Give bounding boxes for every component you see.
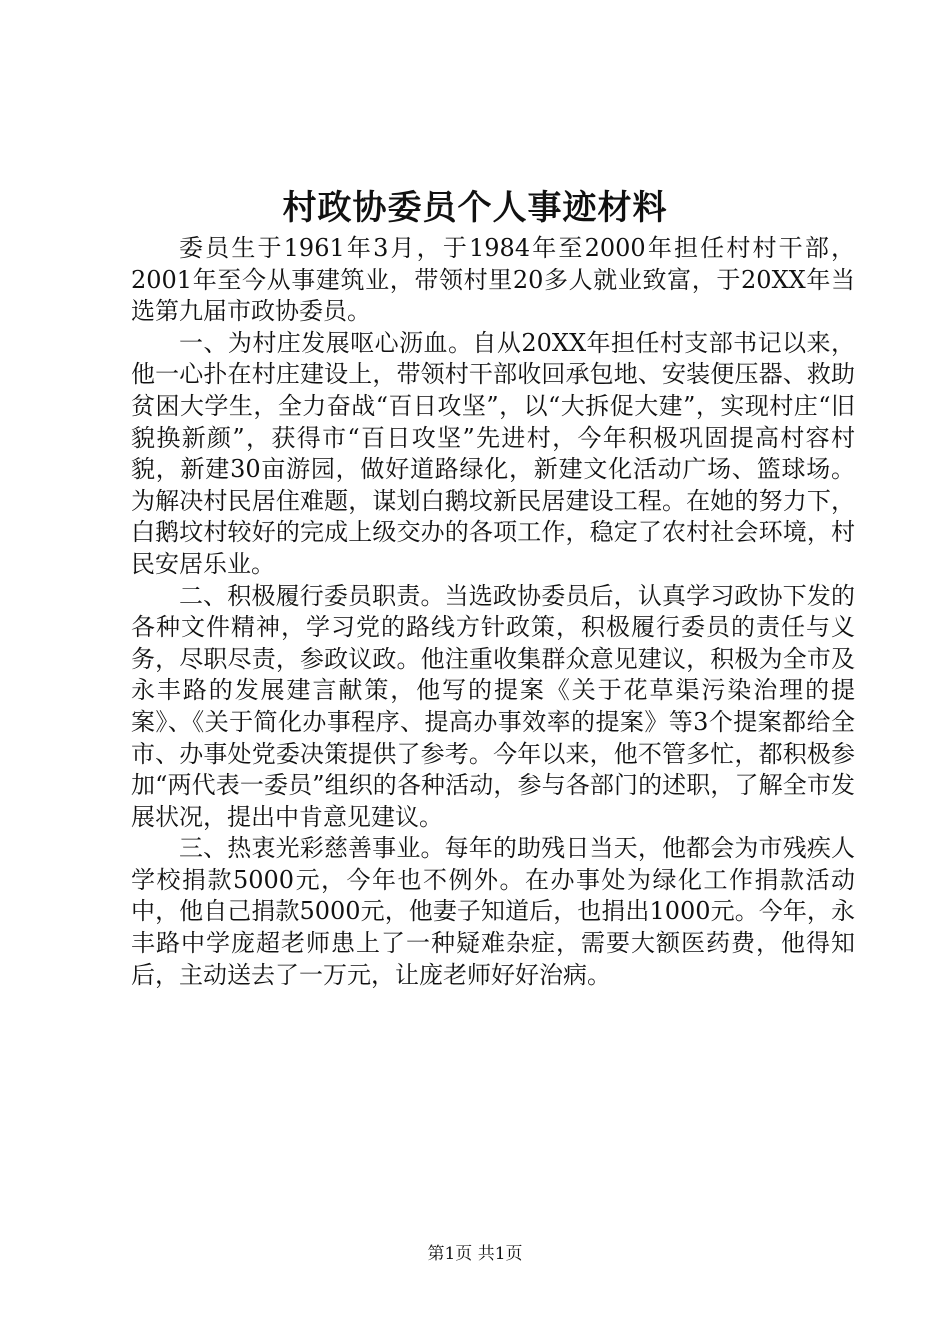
paragraph-charity: 三、热衷光彩慈善事业。每年的助残日当天，他都会为市残疾人学校捐款5000元，今年也不例外。在办事处为绿化工作捐款活动中，他自己捐款5000元，他妻子知道后，也捐出1000元。今年，永丰路中学庞超老师患上了一种疑难杂症，需要大额医药费，他得知后，主动送去了一万元，让庞老师好好治病。 xyxy=(131,834,855,989)
page-footer: 第1页 共1页 xyxy=(427,1244,523,1264)
document-title: 村政协委员个人事迹材料 xyxy=(282,188,668,228)
paragraph-village-development: 一、为村庄发展呕心沥血。自从20XX年担任村支部书记以来，他一心扑在村庄建设上，带领村干部收回承包地、安装便压器、救助贫困大学生，全力奋战“百日攻坚”，以“大拆促大建”，实现村庄“旧貌换新颜”，获得市“百日攻坚”先进村，今年积极巩固提高村容村貌，新建30亩游园，做好道路绿化，新建文化活动广场、篮球场。为解决村民居住难题，谋划白鹅坟新民居建设工程。在她的努力下，白鹅坟村较好的完成上级交办的各项工作，稳定了农村社会环境，村民安居乐业。 xyxy=(131,328,855,578)
paragraph-committee-duties: 二、积极履行委员职责。当选政协委员后，认真学习政协下发的各种文件精神，学习党的路线方针政策，积极履行委员的责任与义务，尽职尽责，参政议政。他注重收集群众意见建议，积极为全市及永丰路的发展建言献策，他写的提案《关于花草渠污染治理的提案》、《关于简化办事程序、提高办事效率的提案》等3个提案都给全市、办事处党委决策提供了参考。今年以来，他不管多忙，都积极参加“两代表一委员”组织的各种活动，参与各部门的述职，了解全市发展状况，提出中肯意见建议。 xyxy=(131,581,855,831)
paragraph-intro: 委员生于1961年3月，于1984年至2000年担任村村干部，2001年至今从事建筑业，带领村里20多人就业致富，于20XX年当选第九届市政协委员。 xyxy=(131,234,855,326)
document-body xyxy=(131,233,855,991)
